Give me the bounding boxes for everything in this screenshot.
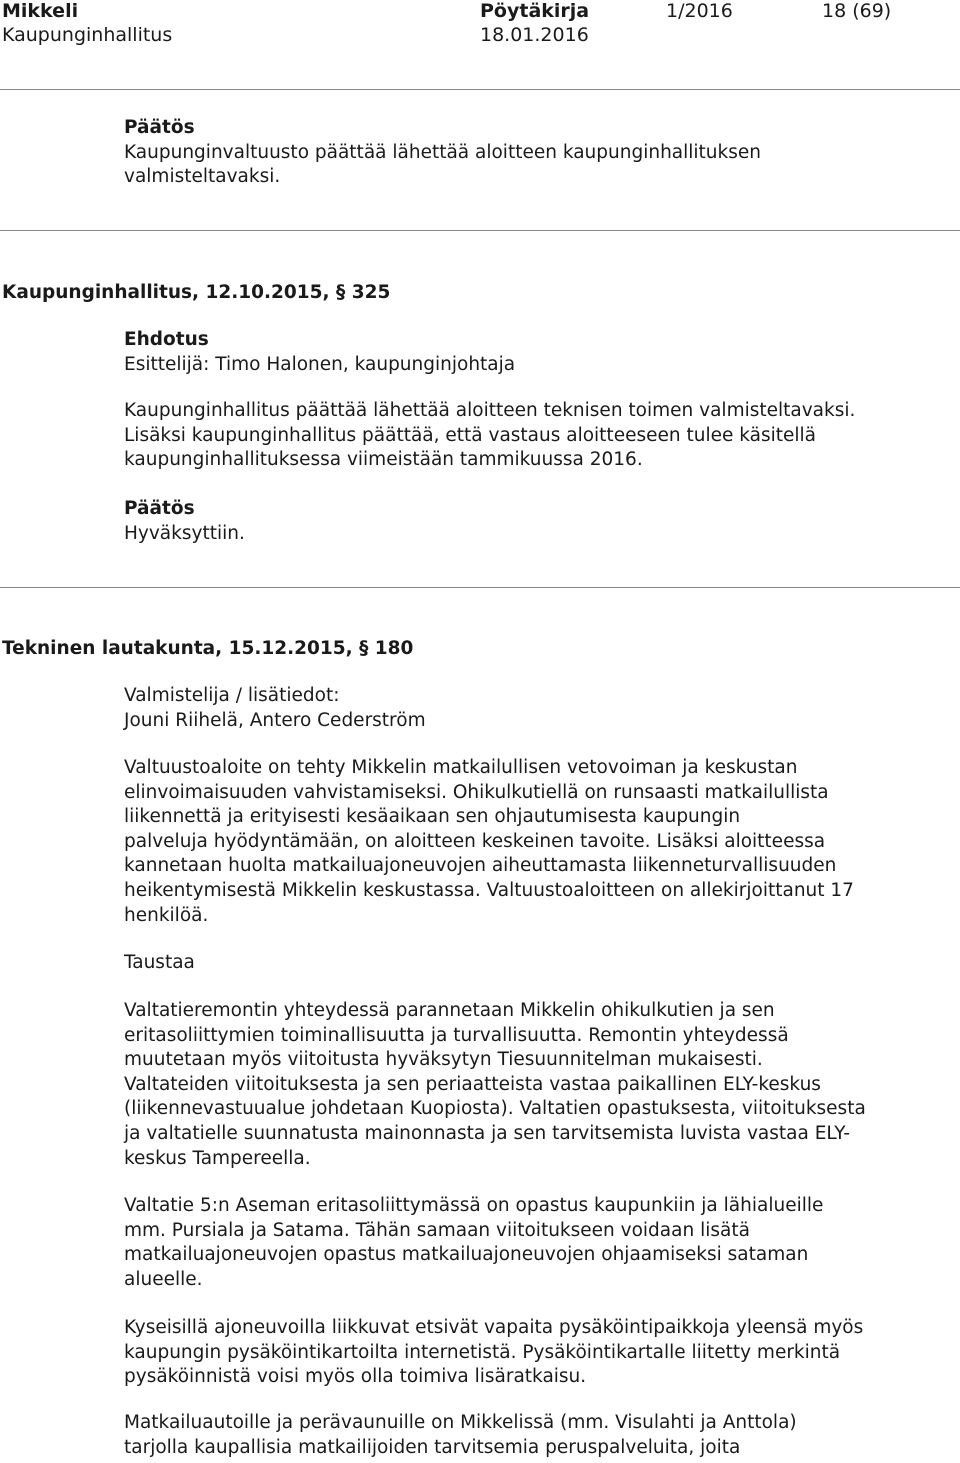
meeting-date: 18.01.2016 [480, 24, 589, 46]
decision-label: Päätös [124, 498, 195, 519]
decision-text: Hyväksyttiin. [124, 522, 245, 544]
paragraph-line: (liikennevastuualue johdetaan Kuopiosta). Valtatien opastuksesta, viitoituksesta [124, 1098, 866, 1120]
decision-block-council [124, 116, 914, 190]
paragraph-line: Valtatieremontin yhteydessä parannetaan Mikkelin ohikulkutien ja sen [124, 1000, 775, 1021]
section-heading-city-board: Kaupunginhallitus, 12.10.2015, § 325 [2, 282, 391, 303]
preparer-block [124, 684, 914, 733]
decision-label: Päätös [124, 117, 195, 138]
paragraph-line: henkilöä. [124, 904, 209, 926]
decision-block-board [124, 497, 914, 546]
issue-number: 1/2016 [666, 0, 733, 22]
paragraph-line: kannetaan huolta matkailuajoneuvojen aiheuttamasta liikenneturvallisuuden [124, 855, 837, 877]
paragraph-line: matkailuajoneuvojen opastus matkailuajoneuvojen ohjaamiseksi sataman [124, 1244, 809, 1266]
proposal-line: Kaupunginhallitus päättää lähettää aloitteen teknisen toimen valmisteltavaksi. [124, 400, 856, 421]
proposal-label: Ehdotus [124, 329, 209, 350]
organization-name: Mikkeli [2, 0, 79, 22]
paragraph-signage [124, 1194, 914, 1292]
page-number: 18 (69) [822, 0, 892, 22]
paragraph-line: pysäköinnistä voisi myös olla toimiva lisäratkaisu. [124, 1366, 587, 1388]
paragraph-line: Valtuustoaloite on tehty Mikkelin matkailullisen vetovoiman ja keskustan [124, 757, 798, 778]
paragraph-line: keskus Tampereella. [124, 1147, 311, 1169]
paragraph-line: liikennettä ja erityisesti kesäaikaan sen ohjautumisesta kaupungin [124, 806, 741, 828]
background-label [124, 951, 914, 976]
paragraph-line: palveluja hyödyntämään, on aloitteen keskeinen tavoite. Lisäksi aloitteessa [124, 830, 826, 852]
body-name: Kaupunginhallitus [2, 24, 173, 46]
header-divider [0, 89, 960, 90]
paragraph-line: tarjolla kaupallisia matkailijoiden tarvitsemia peruspalveluita, joita [124, 1436, 741, 1458]
proposal-text [124, 399, 914, 473]
proposal-line: kaupunginhallituksessa viimeistään tammikuussa 2016. [124, 449, 643, 471]
paragraph-line: kaupungin pysäköintikartoilta internetistä. Pysäköintikartalle liitetty merkintä [124, 1341, 841, 1363]
background-heading: Taustaa [124, 952, 195, 973]
document-type: Pöytäkirja [480, 0, 590, 22]
preparer-label: Valmistelija / lisätiedot: [124, 685, 340, 706]
paragraph-line: Valtatie 5:n Aseman eritasoliittymässä on opastus kaupunkiin ja lähialueille [124, 1195, 824, 1216]
paragraph-line: alueelle. [124, 1268, 203, 1290]
paragraph-services [124, 1411, 914, 1460]
paragraph-line: mm. Pursiala ja Satama. Tähän samaan viitoitukseen voidaan lisätä [124, 1219, 750, 1241]
paragraph-line: Kyseisillä ajoneuvoilla liikkuvat etsivät vapaita pysäköintipaikkoja yleensä myös [124, 1317, 864, 1338]
paragraph-line: muutetaan myös viitoitusta hyväksytyn Tiesuunnitelman mukaisesti. [124, 1049, 763, 1071]
paragraph-line: Valtateiden viitoituksesta ja sen periaatteista vastaa paikallinen ELY-keskus [124, 1073, 821, 1095]
paragraph-initiative [124, 756, 914, 928]
paragraph-highway [124, 999, 914, 1171]
paragraph-line: heikentymisestä Mikkelin keskustassa. Valtuustoaloitteen on allekirjoittanut 17 [124, 879, 854, 901]
section-divider [0, 230, 960, 231]
section-heading-technical-board: Tekninen lautakunta, 15.12.2015, § 180 [2, 638, 414, 659]
decision-line: valmisteltavaksi. [124, 166, 281, 188]
paragraph-line: Matkailuautoille ja perävaunuille on Mikkelissä (mm. Visulahti ja Anttola) [124, 1412, 797, 1433]
paragraph-line: elinvoimaisuuden vahvistamiseksi. Ohikulkutiellä on runsaasti matkailullista [124, 781, 829, 803]
paragraph-parking [124, 1316, 914, 1390]
presenter-line: Esittelijä: Timo Halonen, kaupunginjohtaja [124, 353, 516, 375]
decision-line: Kaupunginvaltuusto päättää lähettää aloitteen kaupunginhallituksen [124, 141, 761, 163]
preparer-names: Jouni Riihelä, Antero Cederström [124, 709, 426, 731]
proposal-block [124, 328, 914, 377]
section-divider [0, 587, 960, 588]
paragraph-line: ja valtatielle suunnatusta mainonnasta ja sen tarvitsemista luvista vastaa ELY- [124, 1122, 851, 1144]
page-header [0, 0, 960, 90]
paragraph-line: eritasoliittymien toiminallisuutta ja turvallisuutta. Remontin yhteydessä [124, 1024, 789, 1046]
proposal-line: Lisäksi kaupunginhallitus päättää, että vastaus aloitteeseen tulee käsitellä [124, 424, 816, 446]
